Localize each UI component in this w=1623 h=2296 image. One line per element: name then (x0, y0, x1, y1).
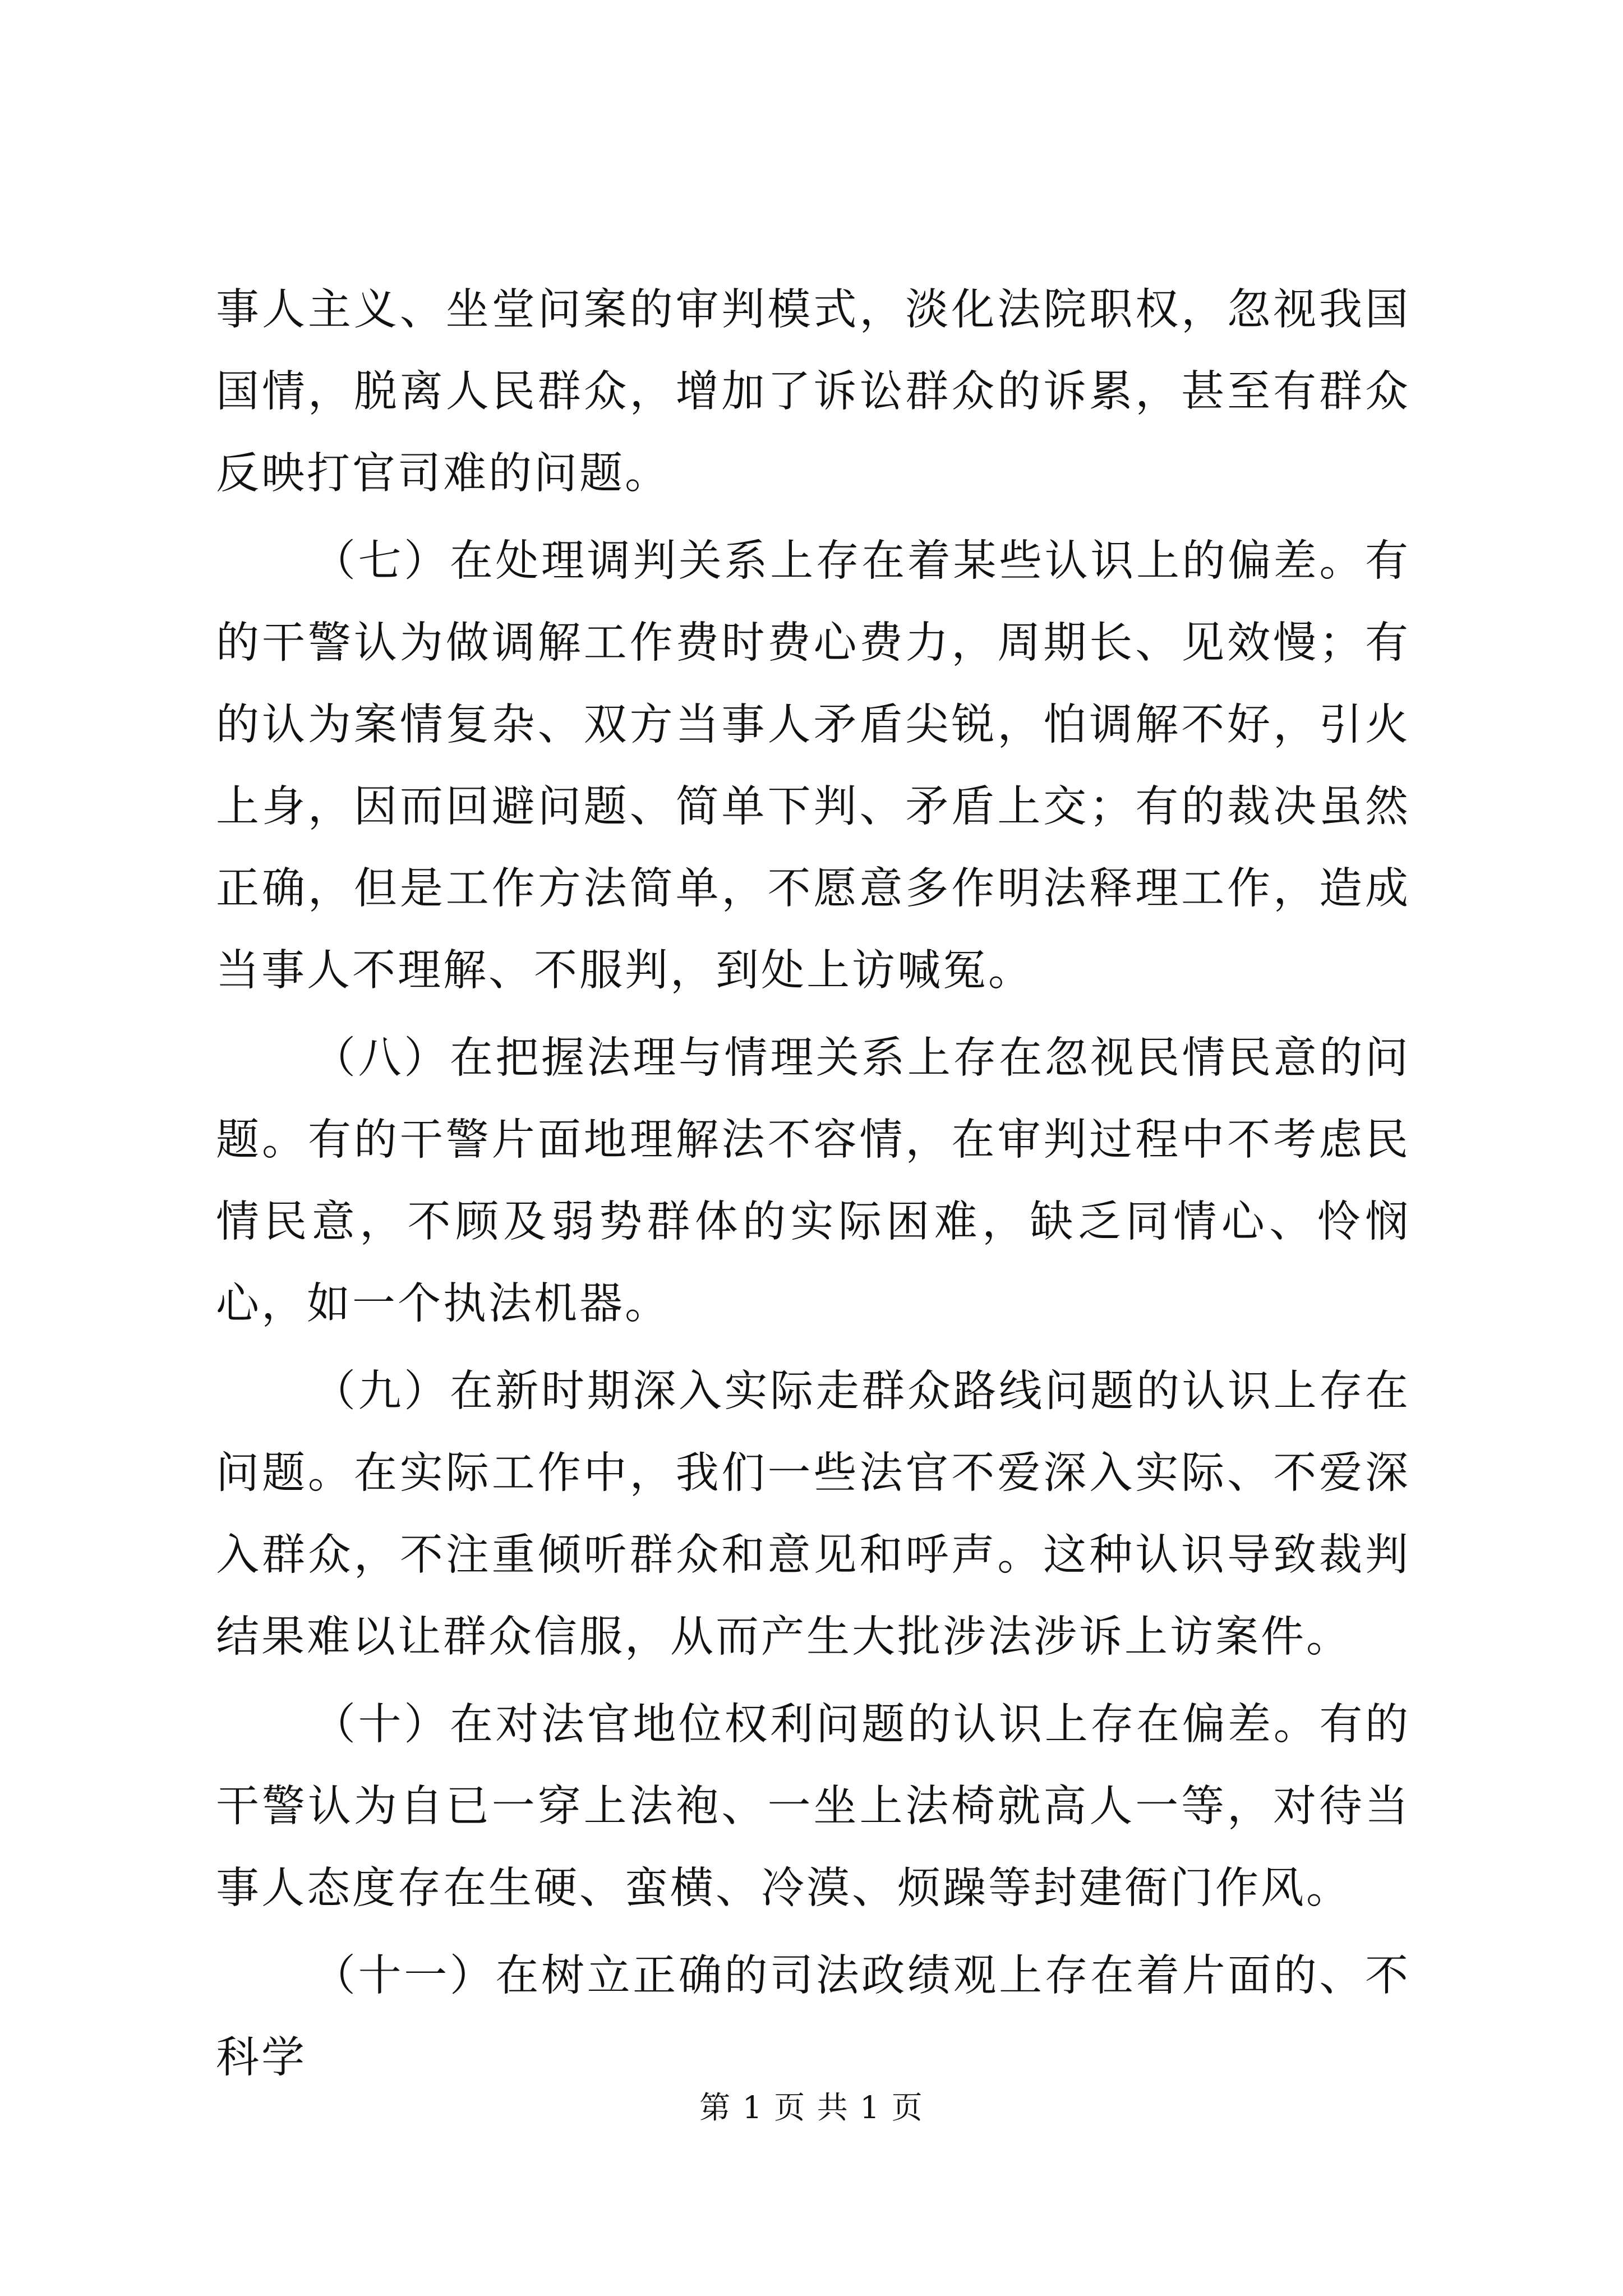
paragraph-section-11: （十一）在树立正确的司法政绩观上存在着片面的、不科学 (216, 1951, 1410, 2083)
paragraph-section-9: （九）在新时期深入实际走群众路线问题的认识上存在问题。在实际工作中，我们一些法官不爱深入实际、不爱深入群众，不注重倾听群众和意见和呼声。这种认识导致裁判结果难以让群众信服，从而产生大批涉法涉诉上访案件。 (216, 1366, 1410, 1662)
paragraph-section-7: （七）在处理调判关系上存在着某些认识上的偏差。有的干警认为做调解工作费时费心费力，周期长、见效慢；有的认为案情复杂、双方当事人矛盾尖锐，怕调解不好，引火上身，因而回避问题、简单下判、矛盾上交；有的裁决虽然正确，但是工作方法简单，不愿意多作明法释理工作，造成当事人不理解、不服判，到处上访喊冤。 (216, 536, 1410, 996)
paragraph-continuation: 事人主义、坐堂问案的审判模式，淡化法院职权，忽视我国国情，脱离人民群众，增加了诉讼群众的诉累，甚至有群众反映打官司难的问题。 (216, 285, 1410, 499)
page-footer: 第 1 页 共 1 页 (699, 2090, 924, 2125)
document-body (216, 269, 1410, 2105)
paragraph-section-10: （十）在对法官地位权利问题的认识上存在偏差。有的干警认为自已一穿上法袍、一坐上法椅就高人一等，对待当事人态度存在生硬、蛮横、冷漠、烦躁等封建衙门作风。 (216, 1700, 1410, 1913)
paragraph-section-8: （八）在把握法理与情理关系上存在忽视民情民意的问题。有的干警片面地理解法不容情，在审判过程中不考虑民情民意，不顾及弱势群体的实际困难，缺乏同情心、怜悯心，如一个执法机器。 (216, 1033, 1410, 1329)
